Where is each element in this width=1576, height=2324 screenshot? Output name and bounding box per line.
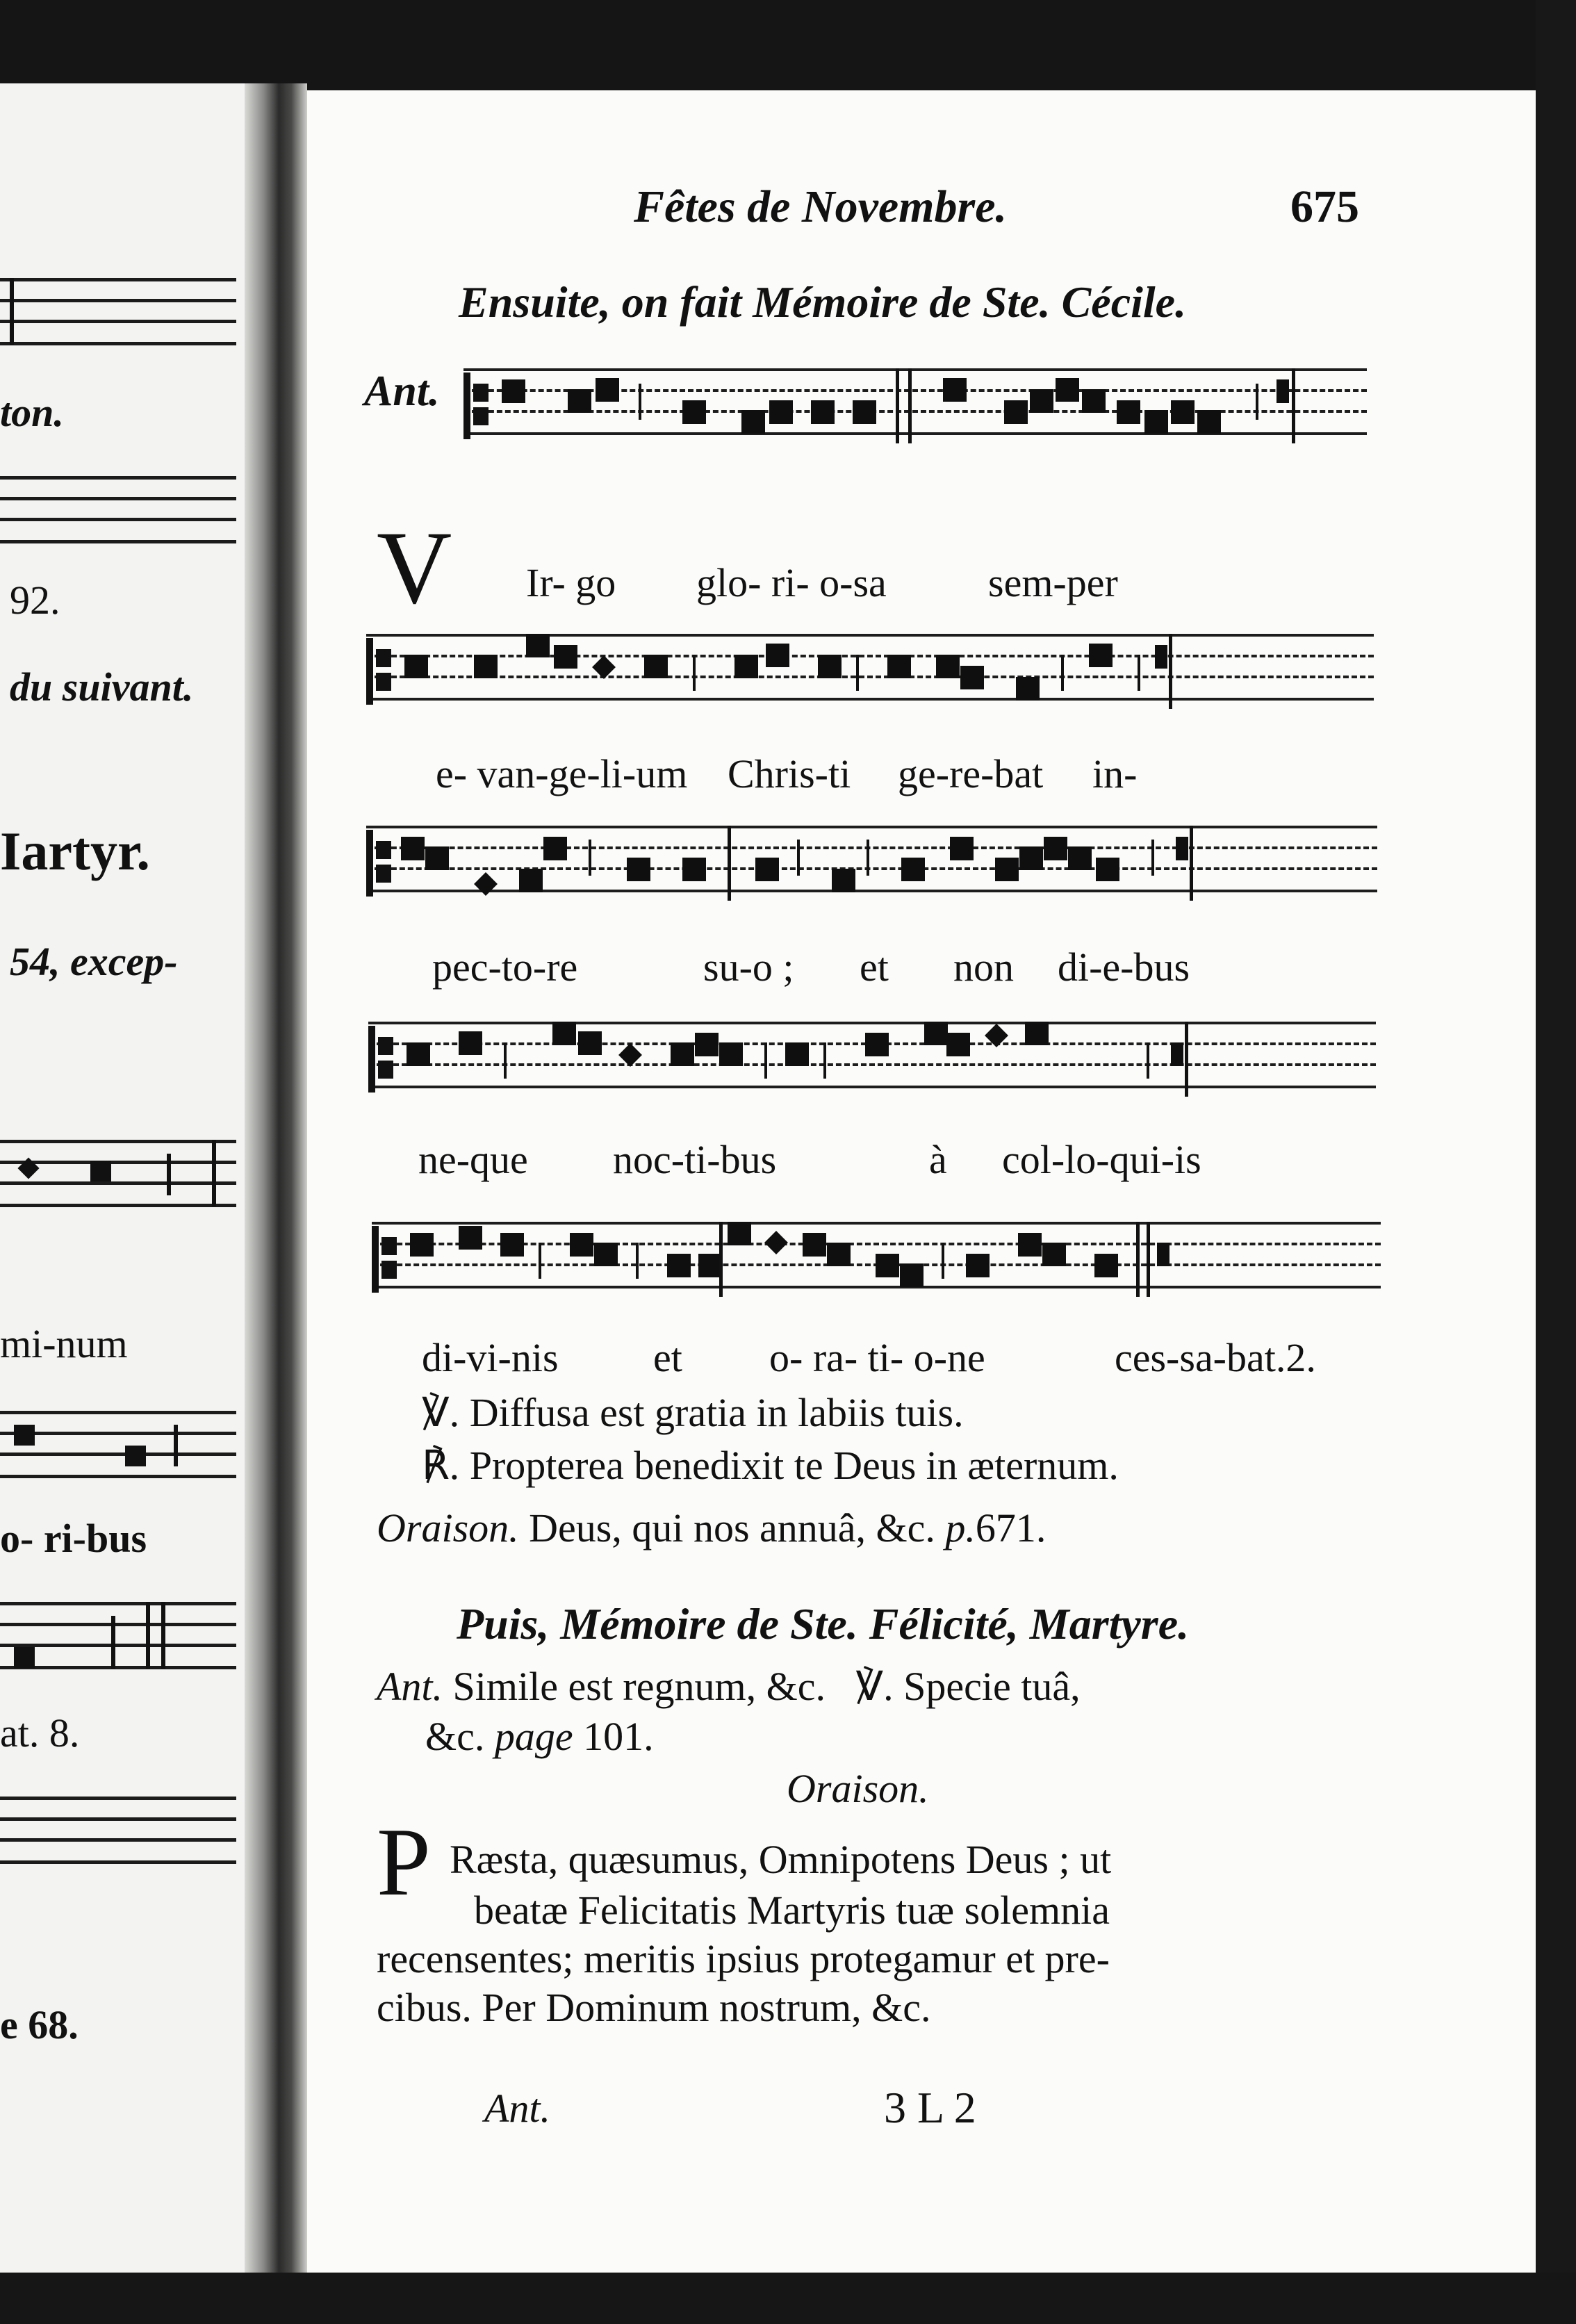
lyric-5-a: di-vi-nis xyxy=(422,1335,559,1380)
lyric-5-d: ces-sa-bat.2. xyxy=(1115,1335,1316,1380)
left-staff-4 xyxy=(0,1411,236,1487)
lyric-3-b: su-o ; xyxy=(703,944,794,990)
left-fragment-oribus: o- ri-bus xyxy=(0,1516,147,1561)
left-fragment-du-suivant: du suivant. xyxy=(10,664,194,710)
left-staff-2 xyxy=(0,476,236,553)
lyric-4-d: col-lo-qui-is xyxy=(1002,1137,1201,1182)
prayer-line-1: Ræsta, quæsumus, Omnipotens Deus ; ut xyxy=(450,1837,1112,1882)
lyric-2-c: ge-re-bat xyxy=(898,751,1044,796)
antiphon-2-page-num: 101. xyxy=(583,1714,654,1759)
lyric-1-b: glo- ri- o-sa xyxy=(696,560,887,605)
lyric-5-b: et xyxy=(653,1335,682,1380)
left-staff-1 xyxy=(0,278,236,354)
book-gutter xyxy=(245,83,307,2273)
oraison-1-label: Oraison. xyxy=(377,1505,519,1550)
lyric-3-e: di-e-bus xyxy=(1058,944,1190,990)
left-fragment-ton: ton. xyxy=(0,390,64,435)
oraison-1-ref-label: p. xyxy=(945,1505,976,1550)
left-staff-5 xyxy=(0,1602,236,1678)
antiphon-2-line-2 xyxy=(425,1713,654,1760)
lyric-4-c: à xyxy=(929,1137,947,1182)
running-header-title: Fêtes de Novembre. xyxy=(634,181,1007,232)
left-fragment-at-8: at. 8. xyxy=(0,1710,80,1756)
left-staff-3 xyxy=(0,1140,236,1216)
lyric-2-a: e- van-ge-li-um xyxy=(436,751,688,796)
prayer-line-2: beatæ Felicitatis Martyris tuæ solemnia xyxy=(474,1888,1110,1933)
prayer-line-3: recensentes; meritis ipsius protegamur et pre- xyxy=(377,1936,1110,1981)
drop-cap-p: P xyxy=(377,1808,431,1916)
left-staff-6 xyxy=(0,1797,236,1873)
lyric-1-c: sem-per xyxy=(988,560,1118,605)
left-fragment-e68: e 68. xyxy=(0,2002,79,2047)
lyric-1-a: Ir- go xyxy=(526,560,616,605)
lyric-3-d: non xyxy=(953,944,1014,990)
oraison-2-title: Oraison. xyxy=(787,1766,929,1811)
antiphon-2-label: Ant. xyxy=(377,1664,443,1709)
lyric-2-b: Chris-ti xyxy=(728,751,851,796)
rubric-memoire-felicite: Puis, Mémoire de Ste. Félicité, Martyre. xyxy=(457,1599,1190,1648)
response-symbol: ℟. xyxy=(422,1443,460,1488)
versicle-text: Diffusa est gratia in labiis tuis. xyxy=(469,1390,964,1435)
oraison-1-ref-num: 671. xyxy=(975,1505,1046,1550)
lyric-5-c: o- ra- ti- o-ne xyxy=(769,1335,985,1380)
response-text: Propterea benedixit te Deus in æternum. xyxy=(469,1443,1119,1488)
oraison-1-text: Deus, qui nos annuâ, &c. xyxy=(529,1505,935,1550)
antiphon-2-versicle-text: Specie tuâ, xyxy=(903,1664,1081,1709)
antiphon-2-etc: &c. xyxy=(425,1714,485,1759)
response-line xyxy=(422,1441,1119,1489)
prayer-line-4: cibus. Per Dominum nostrum, &c. xyxy=(377,1985,931,2030)
signature-mark: 3 L 2 xyxy=(884,2083,976,2132)
oraison-1-line xyxy=(377,1505,1046,1551)
facing-page-left xyxy=(0,83,245,2273)
catchword: Ant. xyxy=(484,2086,551,2131)
lyric-3-a: pec-to-re xyxy=(432,944,578,990)
chant-staff-3 xyxy=(366,826,1377,902)
antiphon-label: Ant. xyxy=(364,368,440,415)
lyric-4-b: noc-ti-bus xyxy=(613,1137,777,1182)
page-number: 675 xyxy=(1290,181,1359,232)
scan-border-bottom xyxy=(0,2273,1576,2324)
lyric-3-c: et xyxy=(860,944,889,990)
chant-staff-5 xyxy=(372,1222,1381,1298)
chant-staff-4 xyxy=(368,1022,1376,1098)
scan-border-right xyxy=(1536,0,1576,2324)
versicle-line xyxy=(422,1389,964,1436)
lyric-2-d: in- xyxy=(1092,751,1138,796)
versicle-symbol: ℣. xyxy=(422,1390,460,1435)
chant-staff-1 xyxy=(463,368,1367,445)
chant-staff-2 xyxy=(366,634,1374,710)
antiphon-2-versicle-symbol: ℣. xyxy=(855,1664,894,1709)
left-fragment-martyr: Iartyr. xyxy=(0,821,150,881)
lyric-4-a: ne-que xyxy=(418,1137,528,1182)
left-fragment-92: 92. xyxy=(10,578,60,623)
antiphon-2-page-label: page xyxy=(494,1714,573,1759)
scan-border-top xyxy=(0,0,1576,90)
main-page xyxy=(307,90,1536,2273)
rubric-memoire-cecile: Ensuite, on fait Mémoire de Ste. Cécile. xyxy=(459,277,1187,327)
left-fragment-54-excep: 54, excep- xyxy=(10,939,178,984)
antiphon-2-text: Simile est regnum, &c. xyxy=(452,1664,826,1709)
antiphon-2-line-1 xyxy=(377,1662,1081,1710)
left-fragment-minum: mi-num xyxy=(0,1321,128,1366)
drop-cap-v: V xyxy=(377,510,452,625)
